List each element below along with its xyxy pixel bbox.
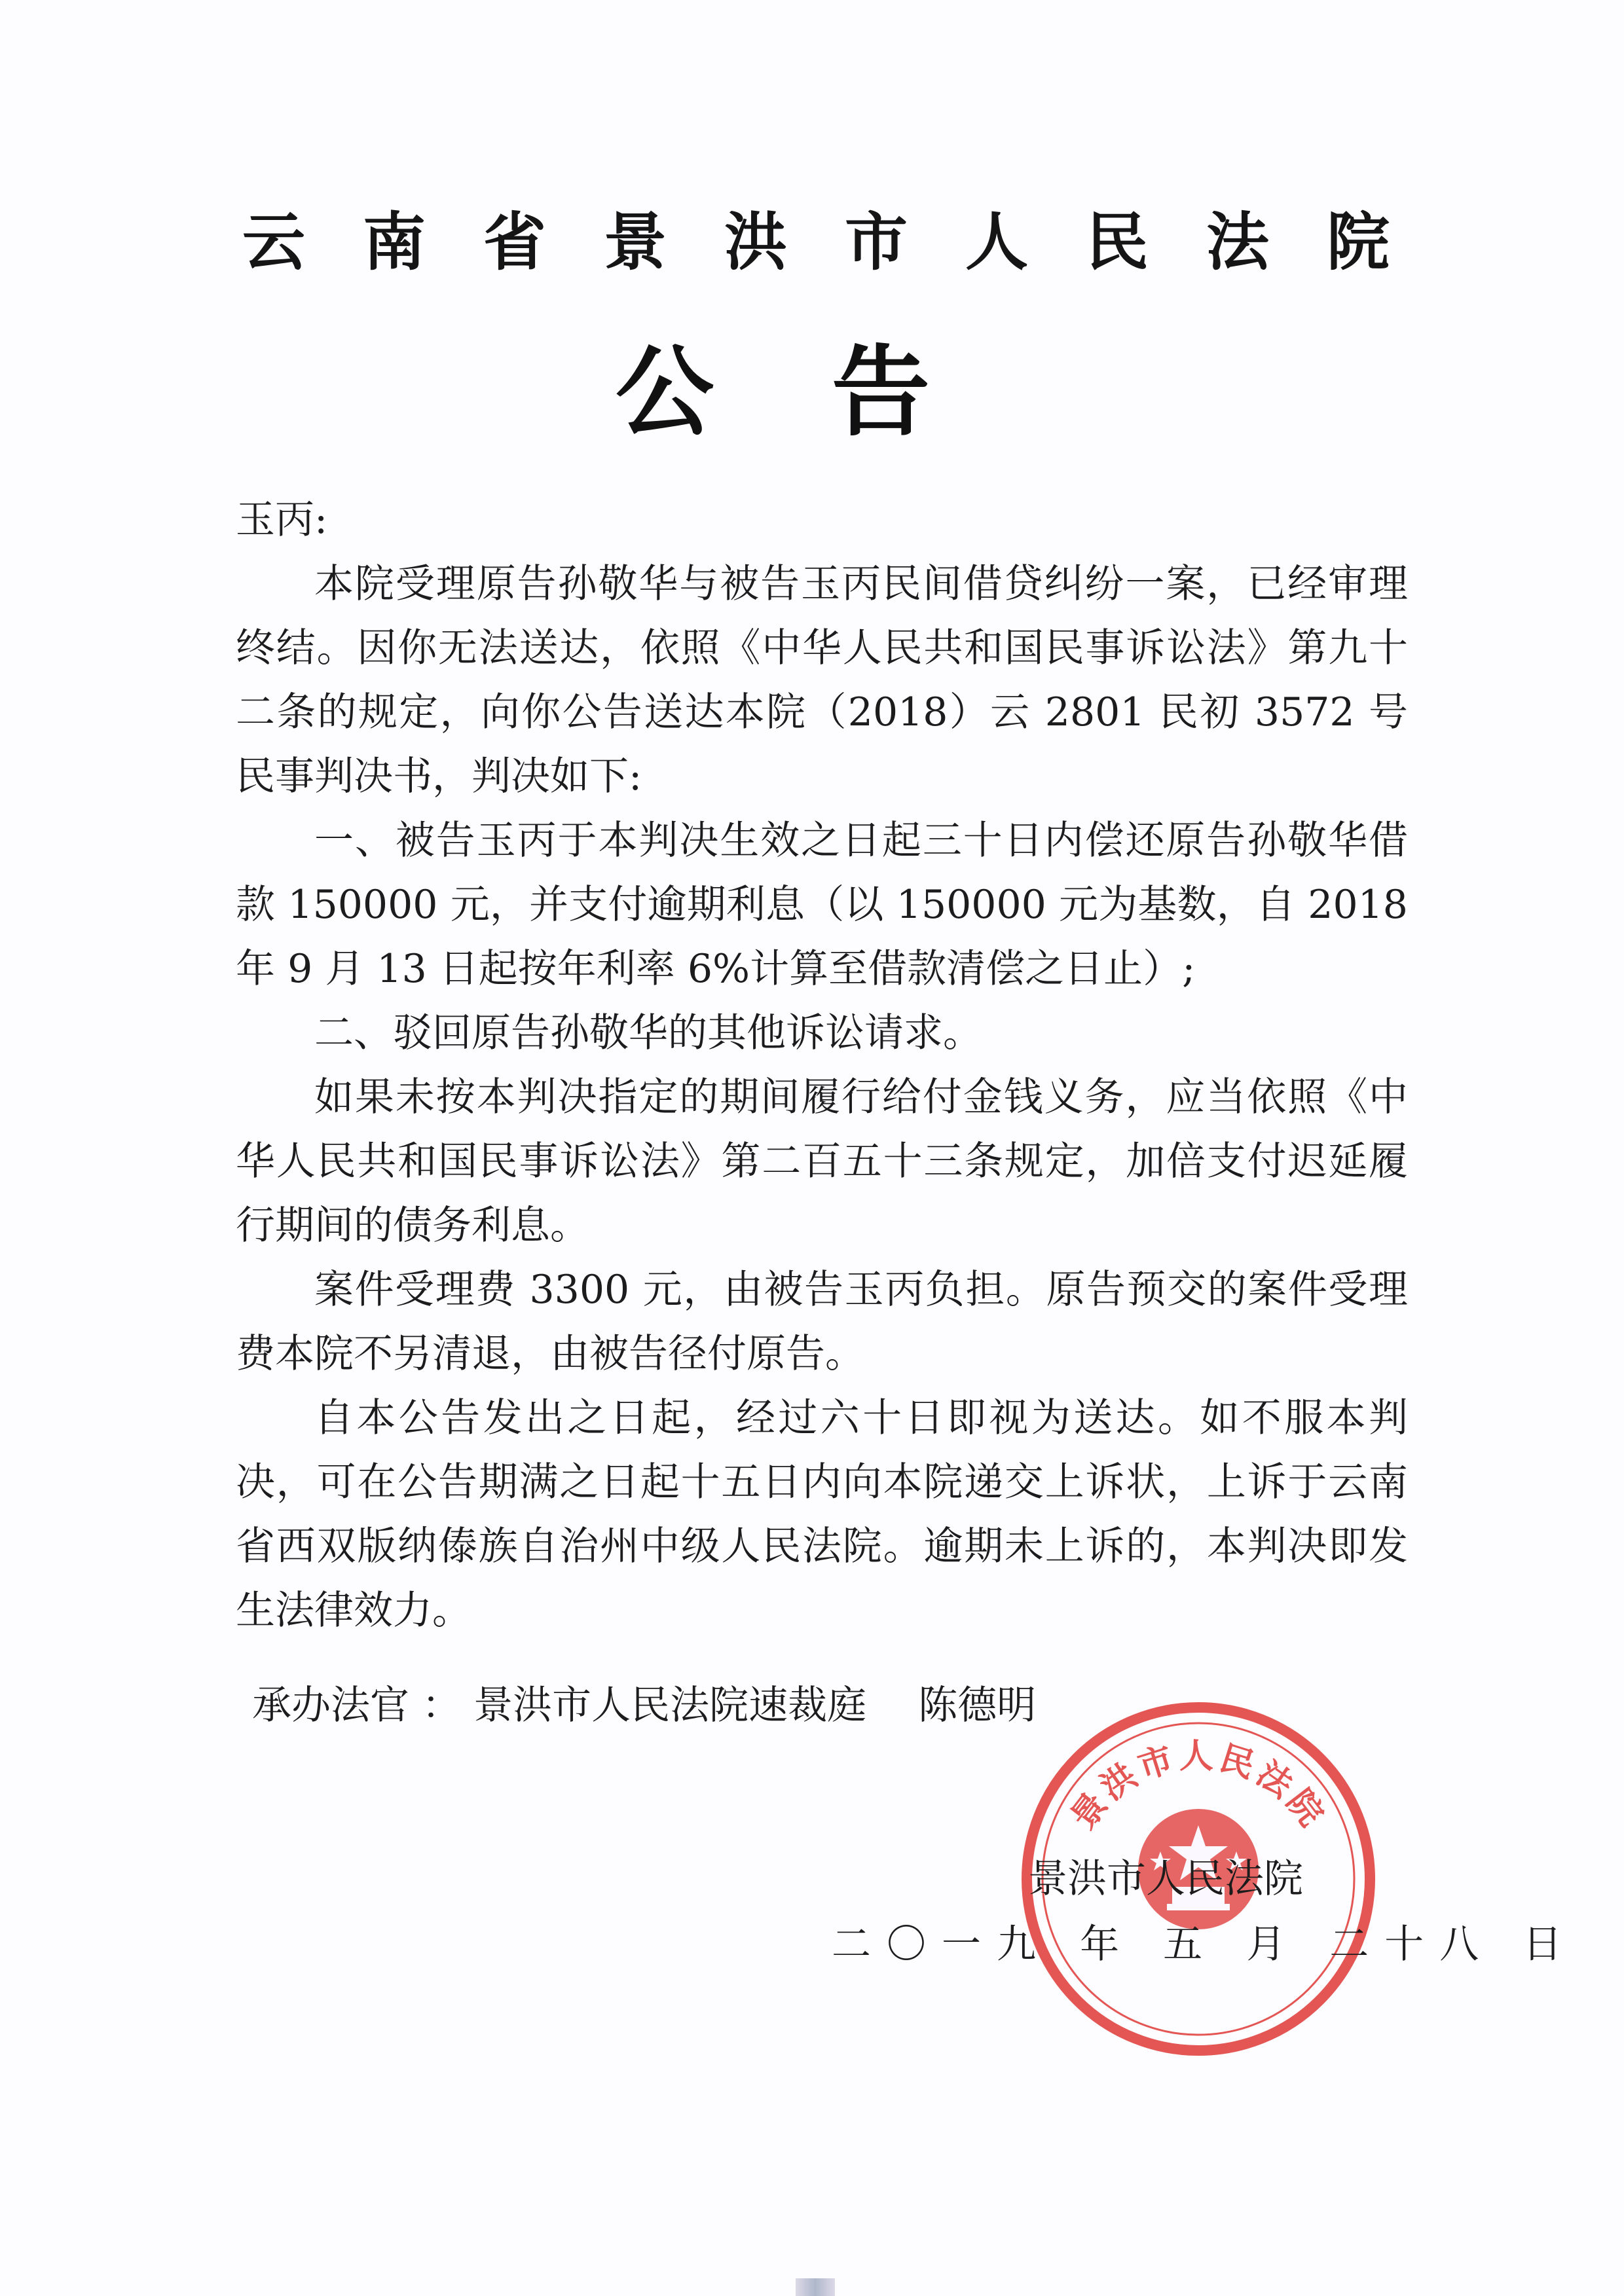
notice-body: [236, 488, 1408, 1643]
paragraph-court-fee: 案件受理费 3300 元，由被告玉丙负担。原告预交的案件受理费本院不另清退，由被告径付原告。: [236, 1267, 1408, 1377]
signature-date: 二〇一九 年 五 月 二十八 日: [832, 1922, 1578, 1967]
paragraph-judgment-item-2: 二、驳回原告孙敬华的其他诉讼请求。: [314, 1010, 982, 1056]
judge-name: 陈德明: [918, 1683, 1037, 1728]
seal-text: 景洪市人民法院: [1063, 1736, 1334, 1837]
judge-line: [252, 1673, 1036, 1738]
notice-title: 公告: [616, 336, 1048, 450]
judge-label: 承办法官 ：: [252, 1683, 462, 1728]
court-name-heading: 云南省景洪市人民法院: [242, 206, 1447, 279]
addressee-line: 玉丙:: [236, 497, 328, 543]
signature-court-name: 景洪市人民法院: [1028, 1856, 1303, 1902]
paragraph-case-intro: 本院受理原告孙敬华与被告玉丙民间借贷纠纷一案，已经审理终结。因你无法送达，依照《中华人民共和国民事诉讼法》第九十二条的规定，向你公告送达本院（2018）云 2801 民初 3572 号民事判决书，判决如下:: [236, 561, 1408, 799]
judge-unit: 景洪市人民法院速裁庭: [473, 1683, 867, 1728]
paragraph-service-and-appeal: 自本公告发出之日起，经过六十日即视为送达。如不服本判决，可在公告期满之日起十五日内向本院递交上诉状，上诉于云南省西双版纳傣族自治州中级人民法院。逾期未上诉的，本判决即发生法律效力。: [236, 1395, 1408, 1633]
scan-edge-mark: [796, 2278, 835, 2296]
paragraph-judgment-item-1: 一、被告玉丙于本判决生效之日起三十日内偿还原告孙敬华借款 150000 元，并支付逾期利息（以 150000 元为基数，自 2018 年 9 月 13 日起按年利率 6%计算至借款清偿之日止）;: [236, 818, 1408, 992]
paragraph-late-interest: 如果未按本判决指定的期间履行给付金钱义务，应当依照《中华人民共和国民事诉讼法》第二百五十三条规定，加倍支付迟延履行期间的债务利息。: [236, 1074, 1408, 1248]
